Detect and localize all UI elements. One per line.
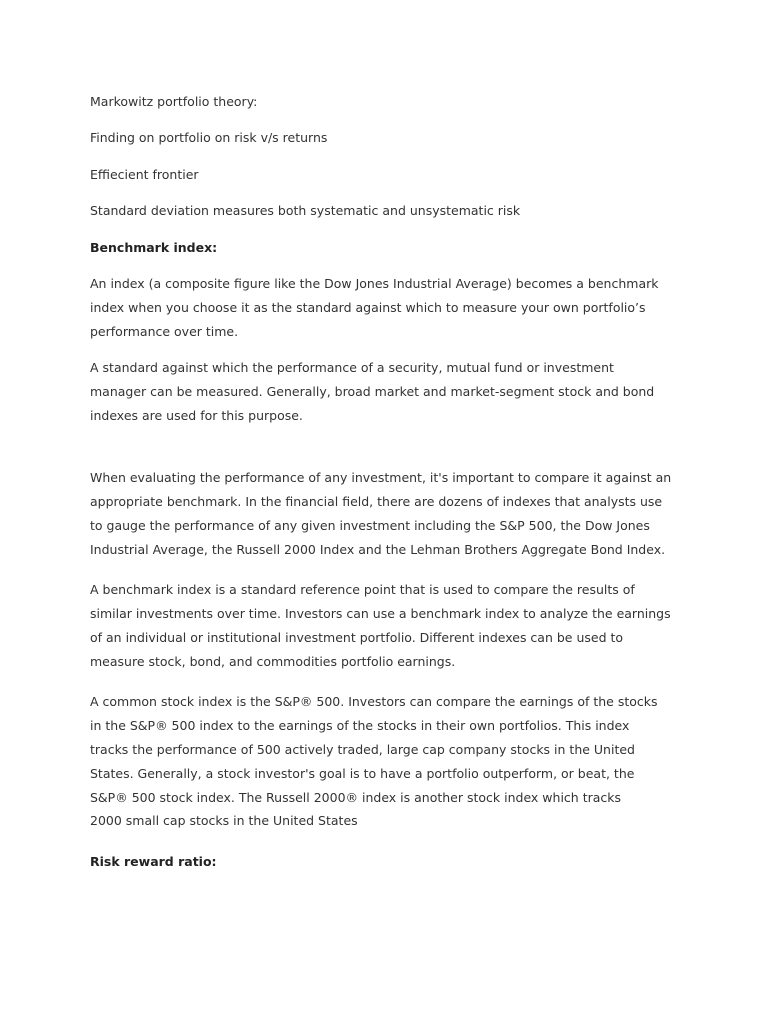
paragraph-line: tracks the performance of 500 actively traded, large cap company stocks in the United <box>90 742 635 757</box>
paragraph-line: indexes are used for this purpose. <box>90 408 303 423</box>
benchmark-heading: Benchmark index: <box>90 240 218 255</box>
paragraph-line: similar investments over time. Investors can use a benchmark index to analyze the earnings <box>90 606 671 621</box>
paragraph-line: When evaluating the performance of any investment, it's important to compare it against an <box>90 470 672 485</box>
intro-line: Effiecient frontier <box>90 167 199 182</box>
paragraph-line: appropriate benchmark. In the financial field, there are dozens of indexes that analysts use <box>90 494 663 509</box>
paragraph-line: manager can be measured. Generally, broad market and market-segment stock and bond <box>90 384 655 399</box>
paragraph-line: to gauge the performance of any given investment including the S&P 500, the Dow Jones <box>90 518 650 533</box>
paragraph-line: index when you choose it as the standard against which to measure your own portfolio’s <box>90 300 646 315</box>
paragraph-line: in the S&P® 500 index to the earnings of the stocks in their own portfolios. This index <box>90 718 630 733</box>
paragraph-line: A benchmark index is a standard reference point that is used to compare the results of <box>90 582 635 597</box>
paragraph-line: S&P® 500 stock index. The Russell 2000® index is another stock index which tracks <box>90 790 622 805</box>
intro-line: Finding on portfolio on risk v/s returns <box>90 130 328 145</box>
paragraph-line: An index (a composite figure like the Dow Jones Industrial Average) becomes a benchmark <box>90 276 659 291</box>
paragraph-line: A standard against which the performance of a security, mutual fund or investment <box>90 360 614 375</box>
paragraph-line: 2000 small cap stocks in the United States <box>90 813 358 828</box>
intro-line: Standard deviation measures both systematic and unsystematic risk <box>90 203 521 218</box>
paragraph-line: A common stock index is the S&P® 500. Investors can compare the earnings of the stocks <box>90 694 658 709</box>
paragraph-line: measure stock, bond, and commodities portfolio earnings. <box>90 654 456 669</box>
paragraph-line: Industrial Average, the Russell 2000 Index and the Lehman Brothers Aggregate Bond Index. <box>90 542 666 557</box>
paragraph-line: performance over time. <box>90 324 239 339</box>
risk-reward-heading: Risk reward ratio: <box>90 854 217 869</box>
paragraph-line: of an individual or institutional investment portfolio. Different indexes can be used to <box>90 630 624 645</box>
paragraph-line: States. Generally, a stock investor's goal is to have a portfolio outperform, or beat, the <box>90 766 635 781</box>
intro-line: Markowitz portfolio theory: <box>90 94 258 109</box>
